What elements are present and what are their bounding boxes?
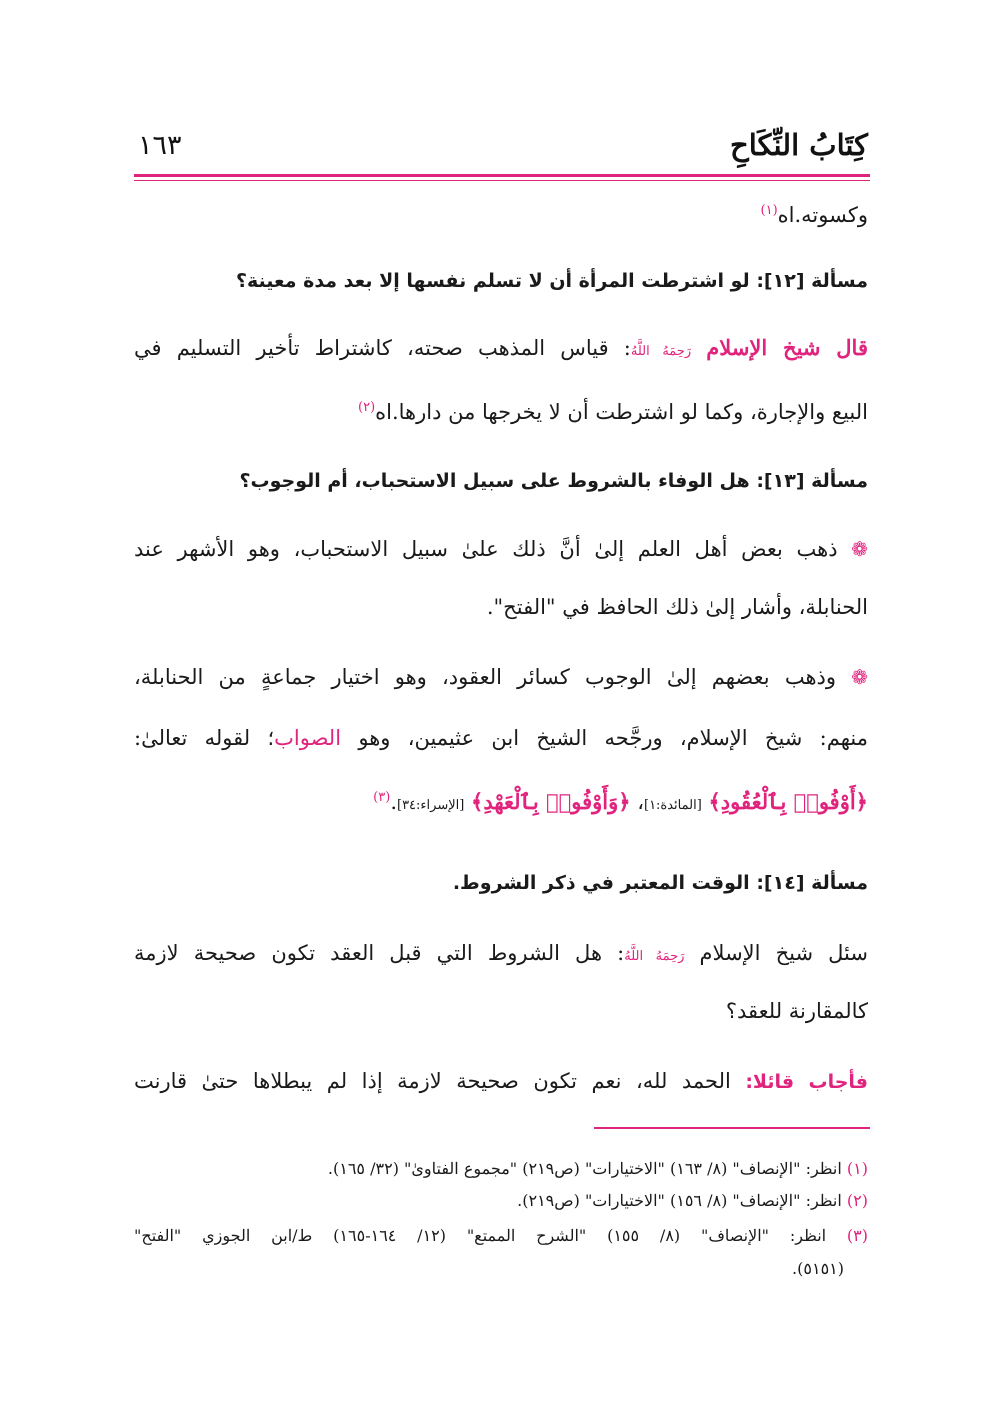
highlighted-word: الصواب xyxy=(274,726,342,750)
footnote-separator xyxy=(594,1127,870,1129)
header-rule-thin xyxy=(134,180,870,181)
footnote-3: (٣) انظر: "الإنصاف" (٨/ ١٥٥) "الشرح الممتع" (١٢/ ١٦٤-١٦٥) ط/ابن الجوزي "الفتح" xyxy=(134,1226,868,1245)
question-label: مسألة [١٤]: xyxy=(756,872,868,894)
header-rule-thick xyxy=(134,174,870,177)
question-12-heading xyxy=(134,266,868,296)
footnote-ref[interactable]: (٣) xyxy=(373,790,391,805)
footnote-number: (١) xyxy=(846,1159,868,1178)
speaker-label: قال شيخ الإسلام xyxy=(706,335,868,360)
footnote-1: (١) انظر: "الإنصاف" (٨/ ١٦٣) "الاختيارات" (ص٢١٩) "مجموع الفتاوىٰ" (٣٢/ ١٦٥). xyxy=(327,1159,868,1178)
footnote-3-continued: (٥١٥١). xyxy=(792,1259,844,1278)
question-13-heading xyxy=(134,466,868,496)
quran-verses-line: ﴿أَوْفُوا۟ بِٱلْعُقُودِ﴾ [المائدة:١]، ﴿وَأَوْفُوا۟ بِٱلْعَهْدِ﴾ [الإسراء:٣٤].$^{(٣)}$ xyxy=(373,789,868,814)
paragraph-line: قال شيخ الإسلام رَحِمَهُ اللَّهُ: قياس المذهب صحته، كاشتراط تأخير التسليم في xyxy=(134,335,868,360)
honorific: رَحِمَهُ اللَّهُ xyxy=(624,949,685,964)
line-continuation: وكسوته.اه$^{(١)}$ xyxy=(760,203,868,227)
footnote-ref[interactable]: (١) xyxy=(760,203,778,218)
paragraph-line: سئل شيخ الإسلام رَحِمَهُ اللَّهُ: هل الشروط التي قبل العقد تكون صحيحة لازمة xyxy=(134,941,868,965)
ayah-reference: [الإسراء:٣٤] xyxy=(397,798,465,813)
question-text: هل الوفاء بالشروط على سبيل الاستحباب، أم الوجوب؟ xyxy=(239,470,750,492)
chapter-title: كِتَابُ النِّكَاحِ xyxy=(729,128,868,162)
paragraph-line: كالمقارنة للعقد؟ xyxy=(725,999,868,1023)
ayah: ﴿وَأَوْفُوا۟ بِٱلْعَهْدِ﴾ xyxy=(471,789,631,814)
paragraph-line: فأجاب قائلا: الحمد لله، نعم تكون صحيحة لازمة إذا لم يبطلاها حتىٰ قارنت xyxy=(134,1069,868,1093)
question-14-heading xyxy=(134,868,868,898)
paragraph-line: ❁ ذهب بعض أهل العلم إلىٰ أنَّ ذلك علىٰ سبيل الاستحباب، وهو الأشهر عند xyxy=(134,537,868,561)
paragraph-line: ❁ وذهب بعضهم إلىٰ الوجوب كسائر العقود، وهو اختيار جماعةٍ من الحنابلة، xyxy=(134,665,868,689)
paragraph-line: منهم: شيخ الإسلام، ورجَّحه الشيخ ابن عثيمين، وهو الصواب؛ لقوله تعالىٰ: xyxy=(134,726,868,750)
flower-bullet-icon: ❁ xyxy=(851,537,868,561)
question-text: الوقت المعتبر في ذكر الشروط. xyxy=(452,872,750,894)
paragraph-line: الحنابلة، وأشار إلىٰ ذلك الحافظ في "الفتح". xyxy=(486,595,868,619)
footnote-ref[interactable]: (٢) xyxy=(358,400,376,415)
honorific: رَحِمَهُ اللَّهُ xyxy=(630,344,692,359)
question-text: لو اشترطت المرأة أن لا تسلم نفسها إلا بعد مدة معينة؟ xyxy=(235,270,750,292)
page-number: ١٦٣ xyxy=(138,130,182,161)
paragraph-line: البيع والإجارة، وكما لو اشترطت أن لا يخرجها من دارها.اه$^{(٢)}$ xyxy=(358,400,868,424)
footnote-number: (٢) xyxy=(846,1191,868,1210)
question-label: مسألة [١٢]: xyxy=(756,270,868,292)
footnote-number: (٣) xyxy=(846,1226,868,1245)
footnote-2: (٢) انظر: "الإنصاف" (٨/ ١٥٦) "الاختيارات" (ص٢١٩). xyxy=(517,1191,868,1210)
question-label: مسألة [١٣]: xyxy=(756,470,868,492)
answer-label: فأجاب قائلا: xyxy=(745,1071,868,1093)
flower-bullet-icon: ❁ xyxy=(851,665,868,689)
ayah-reference: [المائدة:١] xyxy=(643,798,702,813)
ayah: ﴿أَوْفُوا۟ بِٱلْعُقُودِ﴾ xyxy=(708,789,868,814)
